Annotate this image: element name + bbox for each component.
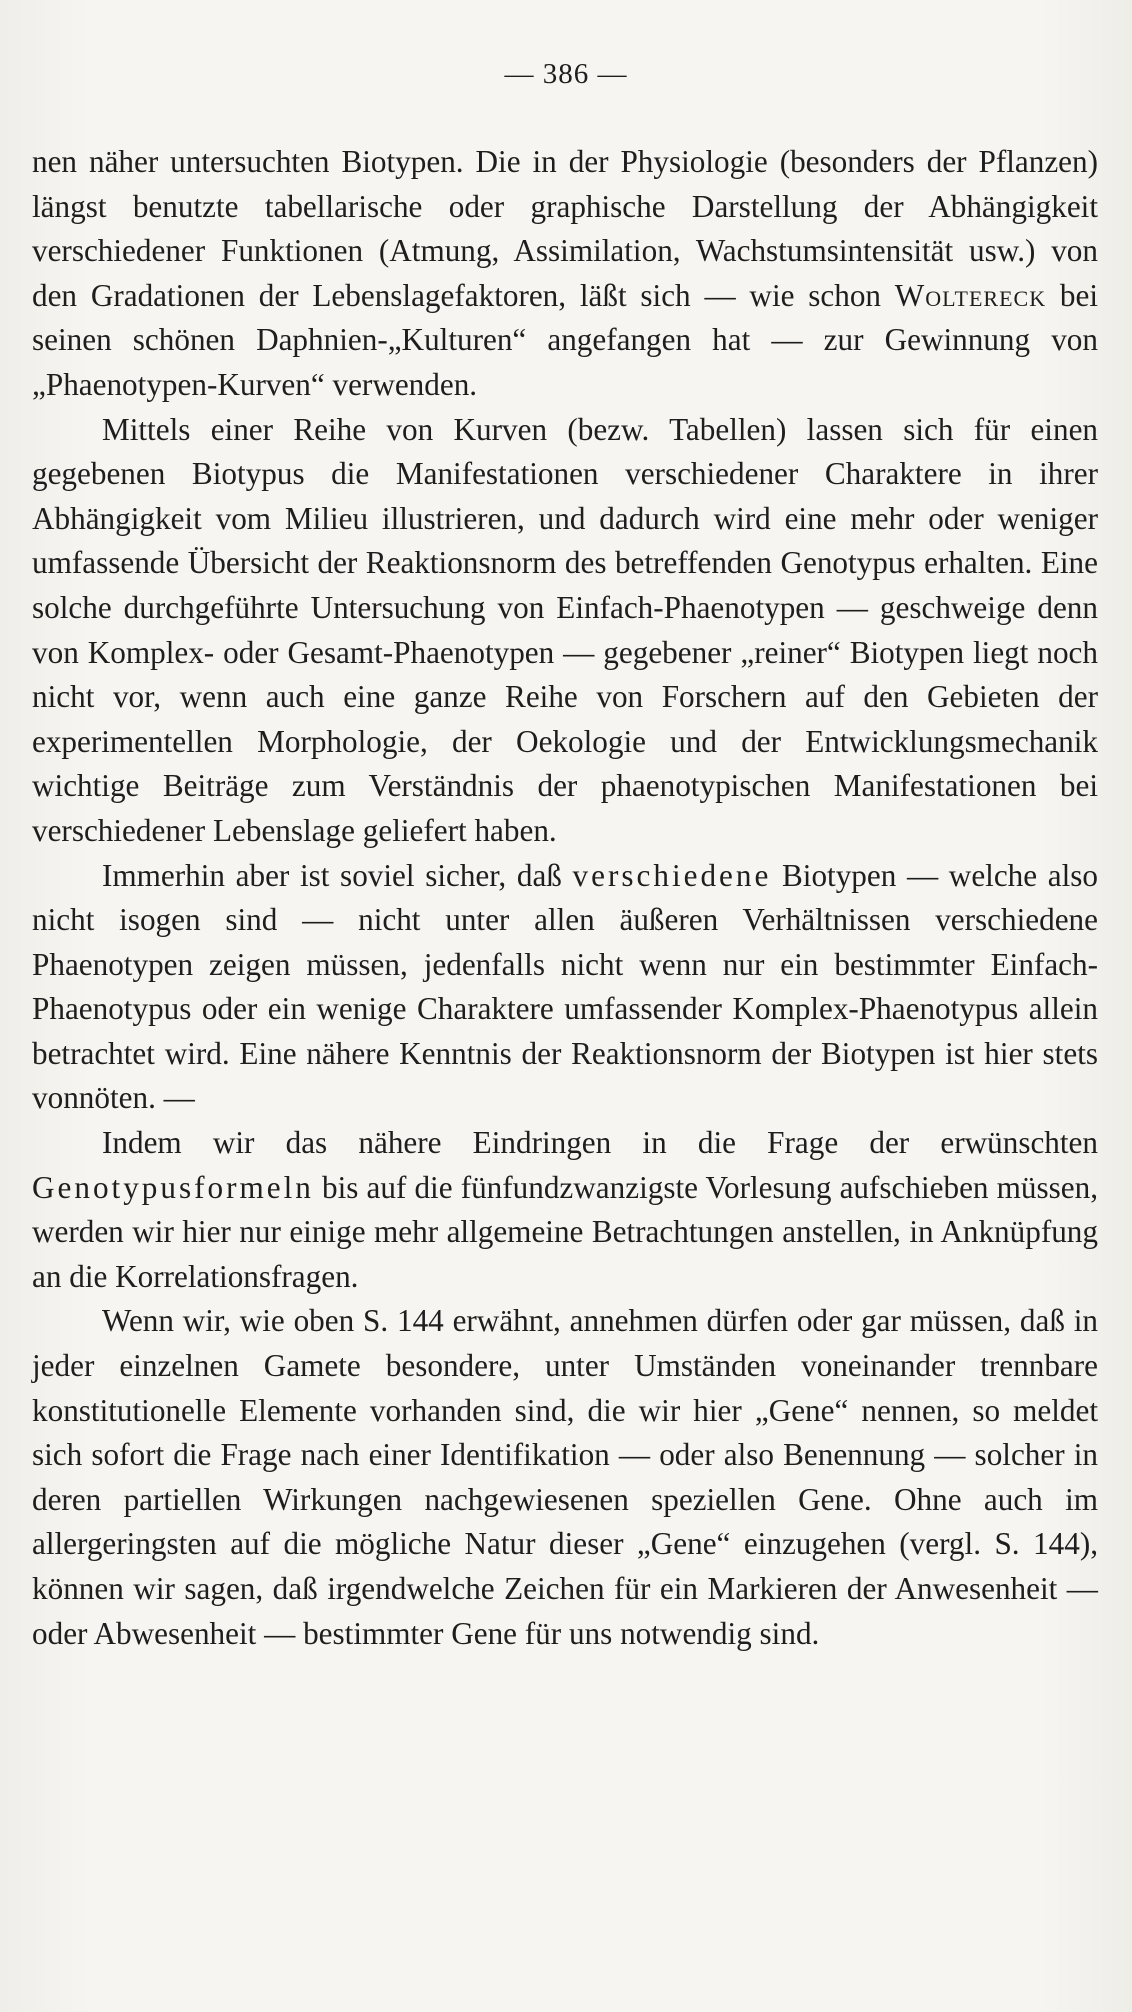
author-name-woltereck: Woltereck [894, 277, 1047, 313]
paragraph-4 [32, 1121, 1098, 1299]
paragraph-1 [32, 140, 1098, 408]
paragraph-1-text-a: nen näher untersuchten Biotypen. Die in der Physiologie (besonders der Pflanzen) längst benutzte tabellarische oder graphische Darstellung der Abhängigkeit verschiedener Funktionen (Atmung, Assimilation, Wachstumsintensität usw.) von den Gradationen der Lebenslagefaktoren, läßt sich — wie schon [32, 144, 1098, 313]
paragraph-5 [32, 1299, 1098, 1656]
paragraph-5-text: Wenn wir, wie oben S. 144 erwähnt, annehmen dürfen oder gar müssen, daß in jeder einzelnen Gamete besondere, unter Umständen voneinander trennbare konstitutionelle Elemente vorhanden sind, die wir hier „Gene“ nennen, so meldet sich sofort die Frage nach einer Identifikation — oder also Benennung — solcher in deren partiellen Wirkungen nachgewiesenen speziellen Gene. Ohne auch im allergeringsten auf die mögliche Natur dieser „Gene“ einzugehen (vergl. S. 144), können wir sagen, daß irgendwelche Zeichen für ein Markieren der Anwesenheit — oder Abwesenheit — bestimmter Gene für uns notwendig sind. [32, 1303, 1098, 1651]
paragraph-3-text-a: Immerhin aber ist soviel sicher, daß [102, 857, 573, 893]
paragraph-1-text-b: bei seinen schönen Daphnien-„Kulturen“ angefangen hat — zur Gewinnung von „Phaenotypen-Kurven“ verwenden. [32, 277, 1098, 402]
paragraph-2 [32, 408, 1098, 854]
body-text [32, 140, 1098, 1656]
paragraph-3-text-b: Biotypen — welche also nicht isogen sind — nicht unter allen äußeren Verhältnissen verschiedene Phaenotypen zeigen müssen, jedenfalls nicht wenn nur ein bestimmter Einfach-Phaenotypus oder ein wenige Charaktere umfassender Komplex-Phaenotypus allein betrachtet wird. Eine nähere Kenntnis der Reaktionsnorm der Biotypen ist hier stets vonnöten. — [32, 857, 1098, 1116]
emphasis-genotypusformeln: Genotypusformeln [32, 1169, 314, 1205]
paragraph-3 [32, 854, 1098, 1122]
paragraph-2-text: Mittels einer Reihe von Kurven (bezw. Tabellen) lassen sich für einen gegebenen Biotypus die Manifestationen verschiedener Charaktere in ihrer Abhängigkeit vom Milieu illustrieren, und dadurch wird eine mehr oder weniger umfassende Übersicht der Reaktionsnorm des betreffenden Genotypus erhalten. Eine solche durchgeführte Untersuchung von Einfach-Phaenotypen — geschweige denn von Komplex- oder Gesamt-Phaenotypen — gegebener „reiner“ Biotypen liegt noch nicht vor, wenn auch eine ganze Reihe von Forschern auf den Gebieten der experimentellen Morphologie, der Oekologie und der Entwicklungsmechanik wichtige Beiträge zum Verständnis der phaenotypischen Manifestationen bei verschiedener Lebenslage geliefert haben. [32, 411, 1098, 848]
page-number: — 386 — [504, 58, 628, 90]
emphasis-verschiedene: verschiedene [572, 857, 772, 893]
paragraph-4-text-a: Indem wir das nähere Eindringen in die Frage der erwünschten [102, 1125, 1098, 1161]
paragraph-4-text-b: bis auf die fünfundzwanzigste Vorlesung aufschieben müssen, werden wir hier nur einige mehr allgemeine Betrachtungen anstellen, in Anknüpfung an die Korrelationsfragen. [32, 1169, 1098, 1294]
